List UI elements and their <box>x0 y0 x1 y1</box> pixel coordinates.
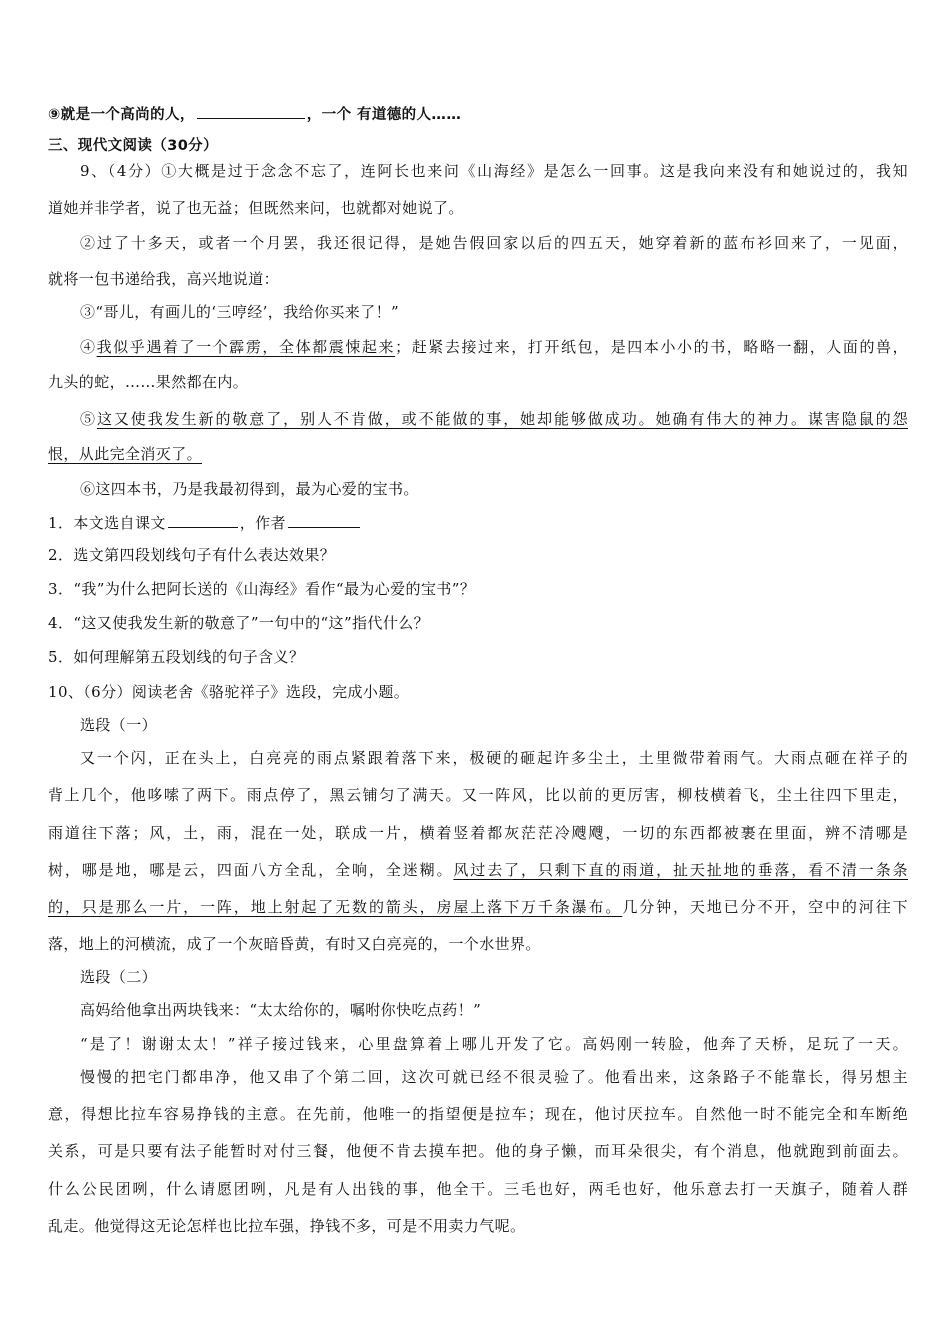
fill-line-suffix: ，一个 有道德的人…… <box>306 107 462 123</box>
underlined-sentence: 恨，从此完全消灭了。 <box>48 445 203 463</box>
q9-paragraph-4-line-1 <box>80 337 908 357</box>
q9-paragraph-5-line-1 <box>80 409 908 429</box>
paragraph-4-rest: ；赶紧去接过来，打开纸包，是四本小小的书，略略一翻，人面的兽， <box>395 338 909 356</box>
underlined-sentence: 我似乎遇着了一个霹雳，全体都震悚起来 <box>96 338 396 356</box>
section-heading: 三、现代文阅读（30分） <box>48 138 218 154</box>
paragraph-number: ④ <box>80 338 97 356</box>
question-9-fill-line <box>48 102 908 125</box>
sub-question-3: 3．“我”为什么把阿长送的《山海经》看作“最为心爱的宝书”？ <box>48 580 476 598</box>
paragraph-number: ⑤ <box>80 410 97 428</box>
sub-question-1-prefix: 1．本文选自课文 <box>48 514 166 532</box>
answer-blank[interactable] <box>197 102 305 119</box>
selection-1-line-1: 又一个闪，正在头上，白亮亮的雨点紧跟着落下来，极硬的砸起许多尘土，土里微带着雨气。大雨点砸在祥子的 <box>80 749 908 767</box>
q9-paragraph-4-line-2: 九头的蛇，……果然都在内。 <box>48 373 249 391</box>
selection-2-line-6: 什么公民团咧，什么请愿团咧，凡是有人出钱的事，他全干。三毛也好，两毛也好，他乐意去打一天旗子，随着人群 <box>48 1180 908 1198</box>
author-blank[interactable] <box>288 511 360 528</box>
selection-1-line-3: 雨道往下落；风，土，雨，混在一处，联成一片，横着竖着都灰茫茫冷飕飕，一切的东西都被裹在里面，辨不清哪是 <box>48 824 908 842</box>
fill-line-prefix: ⑨就是一个高尚的人， <box>48 107 195 123</box>
sub-question-2: 2．选文第四段划线句子有什么表达效果？ <box>48 546 336 564</box>
underlined-sentence: 这又使我发生新的敬意了，别人不肯做，或不能做的事，她却能够做成功。她确有伟大的神力。谋害隐鼠的怨 <box>96 410 908 428</box>
selection-1-label: 选段（一） <box>80 716 158 734</box>
sub-question-5: 5．如何理解第五段划线的句子含义？ <box>48 648 305 666</box>
selection-1-line-2: 背上几个，他哆嗦了两下。雨点停了，黑云铺匀了满天。又一阵风，比以前的更厉害，柳枝横着飞，尘土往四下里走， <box>48 786 908 804</box>
q9-paragraph-2-line-2: 就将一包书递给我，高兴地说道： <box>48 270 280 288</box>
selection-2-line-5: 关系，可是只要有法子能暂时对付三餐，他便不肯去摸车把。他的身子懒，而耳朵很尖，有个消息，他就跑到前面去。 <box>48 1142 908 1160</box>
underlined-sentence: 风过去了，只剩下直的雨道，扯天扯地的垂落，看不清一条条 <box>453 861 908 879</box>
sub-question-1-author: ，作者 <box>239 514 286 532</box>
selection-1-line-5-plain: 几分钟，天地已分不开，空中的河往下 <box>622 898 908 916</box>
selection-1-line-4 <box>48 860 908 880</box>
course-title-blank[interactable] <box>168 511 238 528</box>
q9-paragraph-1-line-1: 9、（4分）①大概是过于念念不忘了，连阿长也来问《山海经》是怎么一回事。这是我向来没有和她说过的，我知 <box>80 162 908 180</box>
sub-question-4: 4．“这又使我发生新的敬意了”一句中的“这”指代什么？ <box>48 614 430 632</box>
q9-paragraph-6: ⑥这四本书，乃是我最初得到，最为心爱的宝书。 <box>80 480 419 498</box>
q9-paragraph-3: ③“哥儿，有画儿的‘三哼经’，我给你买来了！” <box>80 303 400 321</box>
q9-paragraph-2-line-1: ②过了十多天，或者一个月罢，我还很记得，是她告假回家以后的四五天，她穿着新的蓝布衫回来了，一见面， <box>80 234 908 252</box>
selection-1-line-5 <box>48 897 908 917</box>
selection-2-line-3: 慢慢的把宅门都串净，他又串了个第二回，这次可就已经不很灵验了。他看出来，这条路子不能靠长，得另想主 <box>80 1068 908 1086</box>
selection-2-line-2: “是了！谢谢太太！”祥子接过钱来，心里盘算着上哪儿开发了它。高妈刚一转脸，他奔了天桥，足玩了一天。 <box>80 1035 908 1053</box>
selection-2-line-7: 乱走。他觉得这无论怎样也比拉车强，挣钱不多，可是不用卖力气呢。 <box>48 1217 526 1235</box>
q9-paragraph-1-line-2: 道她并非学者，说了也无益；但既然来问，也就都对她说了。 <box>48 199 464 217</box>
q9-paragraph-5-line-2 <box>48 444 908 464</box>
underlined-sentence: 的，只是那么一片，一阵，地上射起了无数的箭头，房屋上落下万千条瀑布。 <box>48 898 623 916</box>
selection-2-line-4: 意，得想比拉车容易挣钱的主意。在先前，他唯一的指望便是拉车；现在，他讨厌拉车。自然他一时不能完全和车断绝 <box>48 1105 908 1123</box>
question-10-title: 10、（6分）阅读老舍《骆驼祥子》选段，完成小题。 <box>48 683 410 701</box>
selection-2-label: 选段（二） <box>80 968 158 986</box>
sub-question-1 <box>48 511 908 533</box>
selection-1-line-4-plain: 树，哪是地，哪是云，四面八方全乱，全响，全迷糊。 <box>48 861 454 879</box>
selection-2-line-1: 高妈给他拿出两块钱来：“太太给你的，嘱咐你快吃点药！” <box>80 1001 482 1019</box>
selection-1-line-6: 落，地上的河横流，成了一个灰暗昏黄，有时又白亮亮的，一个水世界。 <box>48 935 541 953</box>
